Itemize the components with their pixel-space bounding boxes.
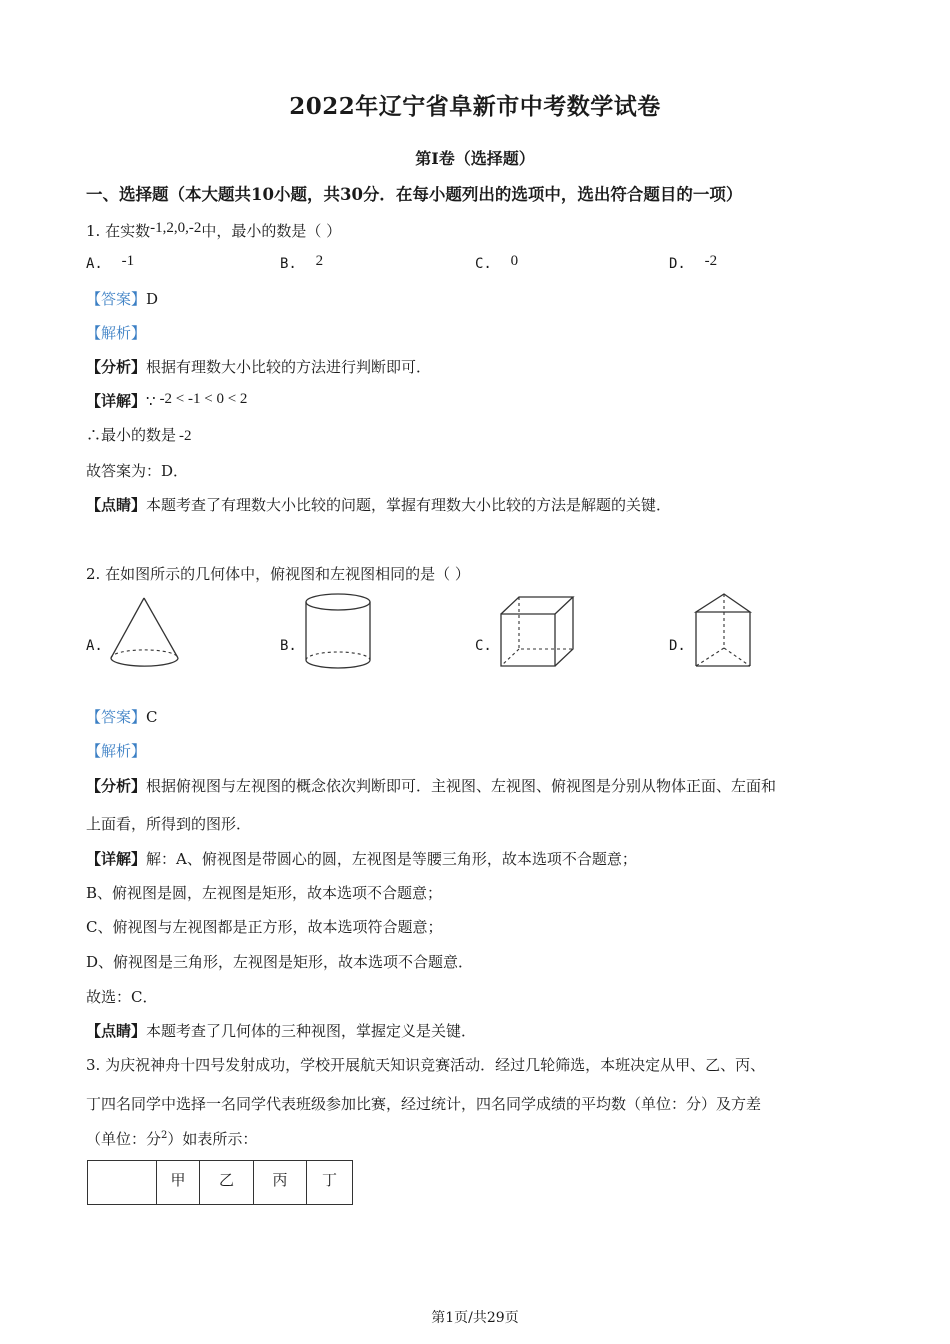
- option-letter: C.: [475, 638, 492, 654]
- q2-stem: 2. 在如图所示的几何体中，俯视图和左视图相同的是（ ）: [86, 565, 470, 583]
- q2-option-d-letter: [669, 636, 686, 654]
- q2-fenxi: [86, 775, 776, 796]
- option-letter: D.: [669, 256, 686, 272]
- option-letter: C.: [475, 256, 492, 272]
- q1-stem-prefix: 1. 在实数: [86, 222, 151, 240]
- q2-option-a-letter: [86, 636, 103, 654]
- q3-line1: 3. 为庆祝神舟十四号发射成功，学校开展航天知识竞赛活动．经过几轮筛选，本班决定从甲、乙、丙、: [86, 1056, 766, 1074]
- q1-stem: [86, 220, 341, 241]
- q1-fenxi: [86, 356, 431, 377]
- q2-xiangjie-b: B、俯视图是圆，左视图是矩形，故本选项不合题意；: [86, 884, 443, 902]
- answer-value: C: [146, 708, 158, 726]
- table-row: [88, 1161, 353, 1205]
- table-header-ding: 丁: [307, 1161, 353, 1205]
- cone-icon: [107, 596, 183, 670]
- q3-line3: [86, 1128, 257, 1149]
- table-header-bing: 丙: [254, 1161, 307, 1205]
- option-value: -2: [704, 253, 718, 269]
- option-value: -1: [121, 253, 135, 269]
- q1-analysis-tag: 【解析】: [86, 324, 147, 342]
- table-header-empty: [88, 1161, 157, 1205]
- dianjing-text: 本题考查了几何体的三种视图，掌握定义是关键．: [146, 1022, 477, 1040]
- q3-line3-sup: 2: [161, 1130, 168, 1141]
- table-header-jia: 甲: [157, 1161, 200, 1205]
- option-letter: B.: [280, 256, 297, 272]
- option-value: 2: [315, 253, 324, 269]
- fenxi-text: 根据有理数大小比较的方法进行判断即可．: [146, 358, 432, 376]
- therefore-text: ∴最小的数是: [86, 426, 177, 444]
- q2-analysis-tag: 【解析】: [86, 742, 147, 760]
- q1-dianjing: [86, 494, 671, 515]
- option-letter: A.: [86, 256, 103, 272]
- q3-table: [87, 1160, 353, 1205]
- because-symbol: ∵: [146, 392, 156, 410]
- q1-option-d: [669, 254, 717, 273]
- xiangjie-math: -2 < -1 < 0 < 2: [159, 391, 248, 407]
- option-letter: B.: [280, 638, 297, 654]
- dianjing-text: 本题考查了有理数大小比较的问题，掌握有理数大小比较的方法是解题的关键．: [146, 496, 672, 514]
- q3-line2: 丁四名同学中选择一名同学代表班级参加比赛，经过统计，四名同学成绩的平均数（单位：分）及方差: [86, 1095, 762, 1113]
- table-header-yi: 乙: [200, 1161, 254, 1205]
- answer-tag: 【答案】: [86, 708, 147, 726]
- q2-option-c-letter: [475, 636, 492, 654]
- page-title: 2022年辽宁省阜新市中考数学试卷: [289, 93, 661, 120]
- fenxi-tag: 【分析】: [86, 358, 147, 376]
- option-letter: A.: [86, 638, 103, 654]
- q2-fenxi-line2: 上面看，所得到的图形．: [86, 815, 252, 833]
- xiangjie-tag: 【详解】: [86, 850, 147, 868]
- fenxi-tag: 【分析】: [86, 777, 147, 795]
- q1-stem-suffix: 中，最小的数是（ ）: [201, 222, 342, 240]
- section-heading: 一、选择题（本大题共10小题，共30分．在每小题列出的选项中，选出符合题目的一项）: [86, 185, 743, 204]
- answer-tag: 【答案】: [86, 290, 147, 308]
- q3-line3-prefix: （单位：分: [86, 1130, 162, 1148]
- q2-xiangjie-c: C、俯视图与左视图都是正方形，故本选项符合题意；: [86, 918, 443, 936]
- q2-conclusion: 故选：C．: [86, 988, 158, 1006]
- q1-option-b: [280, 254, 323, 273]
- part-heading: 第Ⅰ卷（选择题）: [415, 149, 535, 168]
- page-footer: 第1页/共29页: [431, 1310, 519, 1326]
- q2-xiangjie: [86, 848, 637, 869]
- q1-stem-numbers: -1,2,0,-2: [150, 220, 202, 236]
- q1-answer: [86, 288, 158, 309]
- cylinder-icon: [302, 592, 374, 672]
- triangular-prism-icon: [692, 592, 754, 670]
- cube-icon: [497, 594, 577, 670]
- q2-answer: [86, 706, 158, 727]
- dianjing-tag: 【点睛】: [86, 1022, 147, 1040]
- q1-option-a: [86, 254, 134, 273]
- xiangjie-a: 解：A、俯视图是带圆心的圆，左视图是等腰三角形，故本选项不合题意；: [146, 850, 637, 868]
- q1-option-c: [475, 254, 518, 273]
- answer-value: D: [146, 290, 159, 308]
- q2-option-b-letter: [280, 636, 297, 654]
- q1-therefore: [86, 424, 192, 445]
- therefore-value: -2: [179, 428, 192, 444]
- option-letter: D.: [669, 638, 686, 654]
- q3-line3-suffix: ）如表所示：: [167, 1130, 258, 1148]
- dianjing-tag: 【点睛】: [86, 496, 147, 514]
- fenxi-text-line1: 根据俯视图与左视图的概念依次判断即可．主视图、左视图、俯视图是分别从物体正面、左面和: [146, 777, 777, 795]
- q2-xiangjie-d: D、俯视图是三角形，左视图是矩形，故本选项不合题意．: [86, 953, 474, 971]
- xiangjie-tag: 【详解】: [86, 392, 147, 410]
- q2-dianjing: [86, 1020, 476, 1041]
- q1-xiangjie: [86, 390, 247, 411]
- q1-conclusion: 故答案为：D．: [86, 462, 189, 480]
- option-value: 0: [510, 253, 519, 269]
